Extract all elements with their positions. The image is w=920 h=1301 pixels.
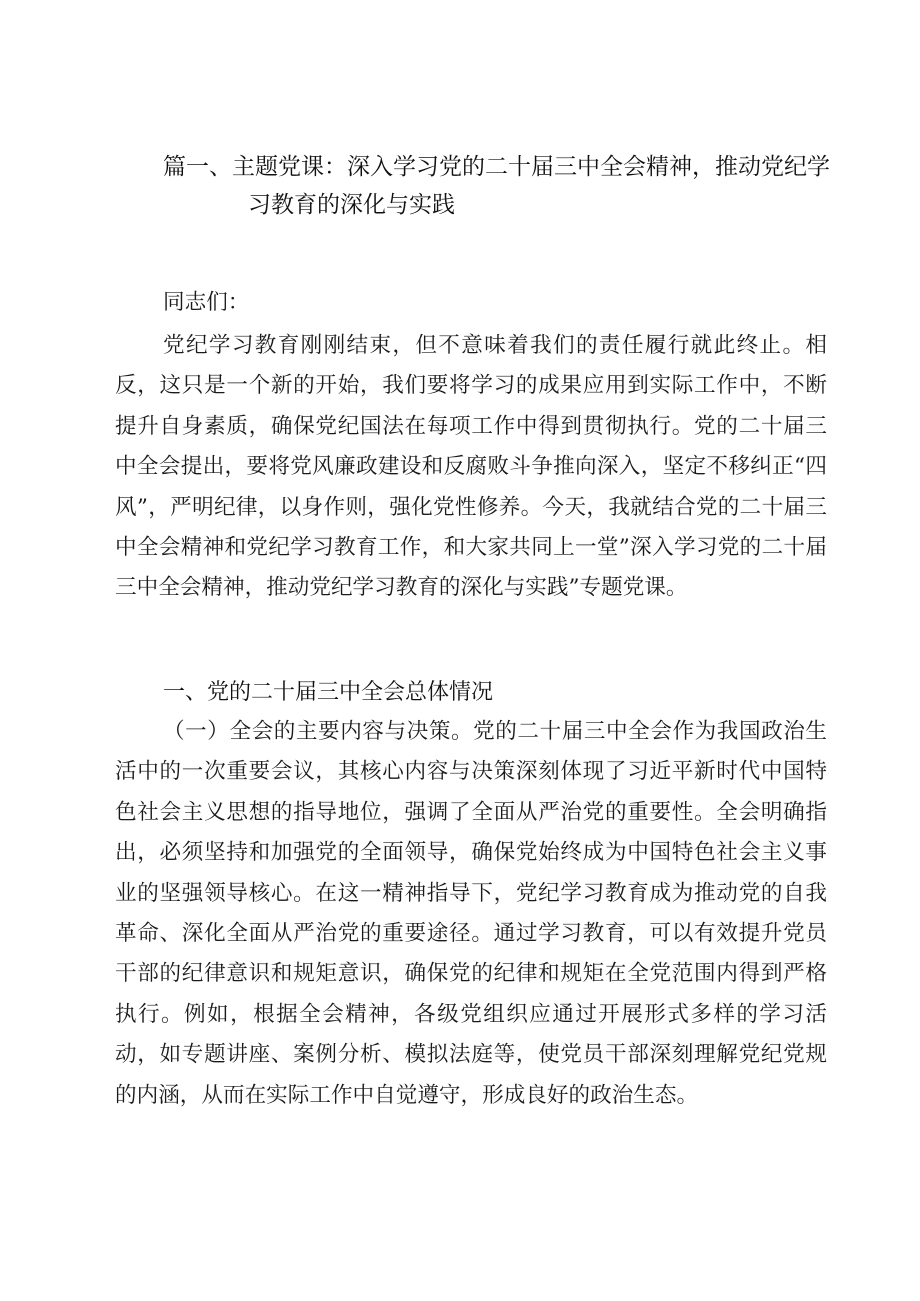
paragraph-2: （一）全会的主要内容与决策。党的二十届三中全会作为我国政治生活中的一次重要会议，其核心内容与决策深刻体现了习近平新时代中国特色社会主义思想的指导地位，强调了全面从严治党的重要性。全会明确指出，必须坚持和加强党的全面领导，确保党始终成为中国特色社会主义事业的坚强领导核心。在这一精神指导下，党纪学习教育成为推动党的自我革命、深化全面从严治党的重要途径。通过学习教育，可以有效提升党员干部的纪律意识和规矩意识，确保党的纪律和规矩在全党范围内得到严格执行。例如，根据全会精神，各级党组织应通过开展形式多样的学习活动，如专题讲座、案例分析、模拟法庭等，使党员干部深刻理解党纪党规的内涵，从而在实际工作中自觉遵守，形成良好的政治生态。: [115, 719, 827, 1108]
paragraph-1: 党纪学习教育刚刚结束，但不意味着我们的责任履行就此终止。相反，这只是一个新的开始，我们要将学习的成果应用到实际工作中，不断提升自身素质，确保党纪国法在每项工作中得到贯彻执行。党的二十届三中全会提出，要将党风廉政建设和反腐败斗争推向深入，坚定不移纠正“四风”，严明纪律，以身作则，强化党性修养。今天，我就结合党的二十届三中全会精神和党纪学习教育工作，和大家共同上一堂”深入学习党的二十届三中全会精神，推动党纪学习教育的深化与实践”专题党课。: [115, 333, 827, 601]
document-title-line2: 习教育的深化与实践: [248, 192, 455, 218]
section-heading-1: 一、党的二十届三中全会总体情况: [163, 680, 494, 705]
greeting: 同志们：: [163, 290, 250, 315]
document-title-line1: 篇一、主题党课：深入学习党的二十届三中全会精神，推动党纪学: [163, 154, 830, 180]
document-title: [163, 148, 853, 224]
